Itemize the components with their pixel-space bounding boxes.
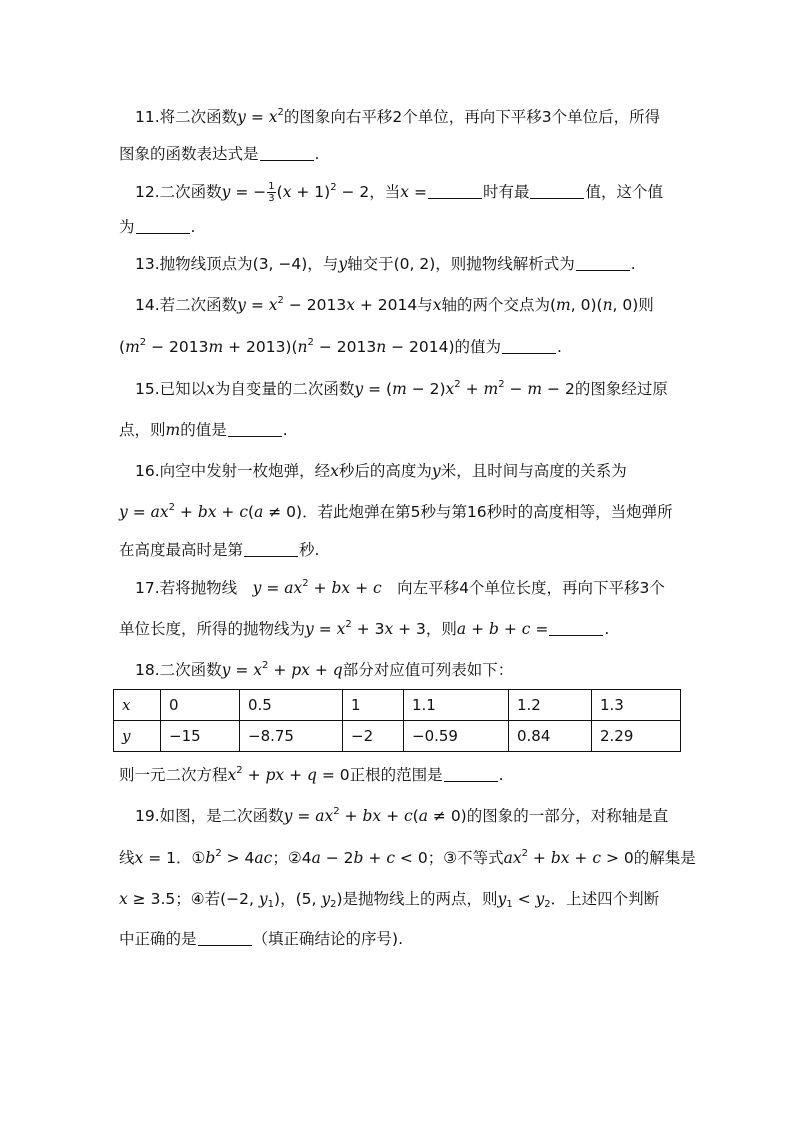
table-cell: −0.59 xyxy=(404,721,509,752)
table-cell: 0.5 xyxy=(240,690,343,721)
q19-line-2: 线x = 1．$①b^2 > 4ac$；②4a − 2b + c < 0；③不等式$ax^2$ + bx + c > 0的解集是 xyxy=(119,848,696,867)
q14-line-1: 14.若二次函数$y = x^2 - 2013x + 2014$与x轴的两个交点为(m, 0)(n, 0)则 xyxy=(135,295,654,314)
table-header-y: y xyxy=(114,721,161,752)
answer-blank[interactable] xyxy=(136,219,190,234)
value-table xyxy=(113,689,681,752)
table-cell: −15 xyxy=(161,721,240,752)
table-cell: 1.1 xyxy=(404,690,509,721)
answer-blank[interactable] xyxy=(260,146,314,161)
table-cell: 2.29 xyxy=(592,721,681,752)
q16-line-3: 在高度最高时是第 秒. xyxy=(119,541,320,559)
q18-line-1: 18.二次函数$y = x^2$ + px + q部分对应值可列表如下： xyxy=(135,660,514,679)
table-cell: 0 xyxy=(161,690,240,721)
table-cell: 1.3 xyxy=(592,690,681,721)
table-header-x: x xyxy=(114,690,161,721)
table-cell: 1.2 xyxy=(509,690,592,721)
table-cell: 0.84 xyxy=(509,721,592,752)
answer-blank[interactable] xyxy=(244,542,298,557)
q17-line-2: 单位长度，所得的抛物线为$y = x^2 + 3x + 3$，则a + b + c = . xyxy=(119,619,610,638)
table-row-x xyxy=(114,690,681,721)
answer-blank[interactable] xyxy=(428,184,482,199)
table-cell: 1 xyxy=(343,690,404,721)
q16-line-2: $y = ax^2$ + bx + c(a ≠ 0)．若此炮弹在第5秒与第16秒时的高度相等，当炮弹所 xyxy=(119,502,673,521)
q19-line-3: x ≥ 3.5；④若(−2, $y_1$)，(5, $y_2$)是抛物线上的两点，则$y_1 < y_2$．上述四个判断 xyxy=(119,890,660,910)
q12-line-2: 为 . xyxy=(119,218,196,236)
q13-line-1: 13.抛物线顶点为(3, −4)，与y轴交于(0, 2)，则抛物线解析式为 . xyxy=(135,255,636,273)
table-cell: −8.75 xyxy=(240,721,343,752)
answer-blank[interactable] xyxy=(576,256,630,271)
q12-line-1: 12.二次函数y = − $\frac{1}{3}$ $(x + 1)^2 - 2$，当x = 时有最 值，这个值 xyxy=(135,181,663,204)
q19-line-1: 19.如图，是二次函数$y = ax^2$ + bx + c(a ≠ 0)的图象的一部分，对称轴是直 xyxy=(135,806,669,825)
q16-line-1: 16.向空中发射一枚炮弹，经x秒后的高度为y米，且时间与高度的关系为 xyxy=(135,462,627,480)
q14-line-2: $(m^2 - 2013m + 2013)(n^2 - 2013n - 2014)$的值为 . xyxy=(119,337,562,356)
answer-blank[interactable] xyxy=(549,621,603,636)
q15-line-2: 点，则m的值是 . xyxy=(119,421,288,439)
answer-blank[interactable] xyxy=(530,184,584,199)
answer-blank[interactable] xyxy=(502,339,556,354)
q18-line-2: 则一元二次方程$x^2$ + px + q = 0正根的范围是 . xyxy=(119,765,504,784)
table-cell: −2 xyxy=(343,721,404,752)
q17-line-1: 17.若将抛物线 $y = ax^2$ + bx + c 向左平移4个单位长度，再向下平移3个 xyxy=(135,578,665,597)
answer-blank[interactable] xyxy=(228,422,282,437)
q19-line-4: 中正确的是 （填正确结论的序号). xyxy=(119,930,403,948)
q11-line-2: 图象的函数表达式是 . xyxy=(119,145,320,163)
q11-line-1: 11.将二次函数$y = x^2$的图象向右平移2个单位，再向下平移3个单位后，所得 xyxy=(135,107,661,126)
table-row-y xyxy=(114,721,681,752)
answer-blank[interactable] xyxy=(444,767,498,782)
q15-line-1: 15.已知以x为自变量的二次函数$y = (m - 2)x^2 + m^2 - m - 2$的图象经过原 xyxy=(135,379,668,398)
answer-blank[interactable] xyxy=(198,931,252,946)
